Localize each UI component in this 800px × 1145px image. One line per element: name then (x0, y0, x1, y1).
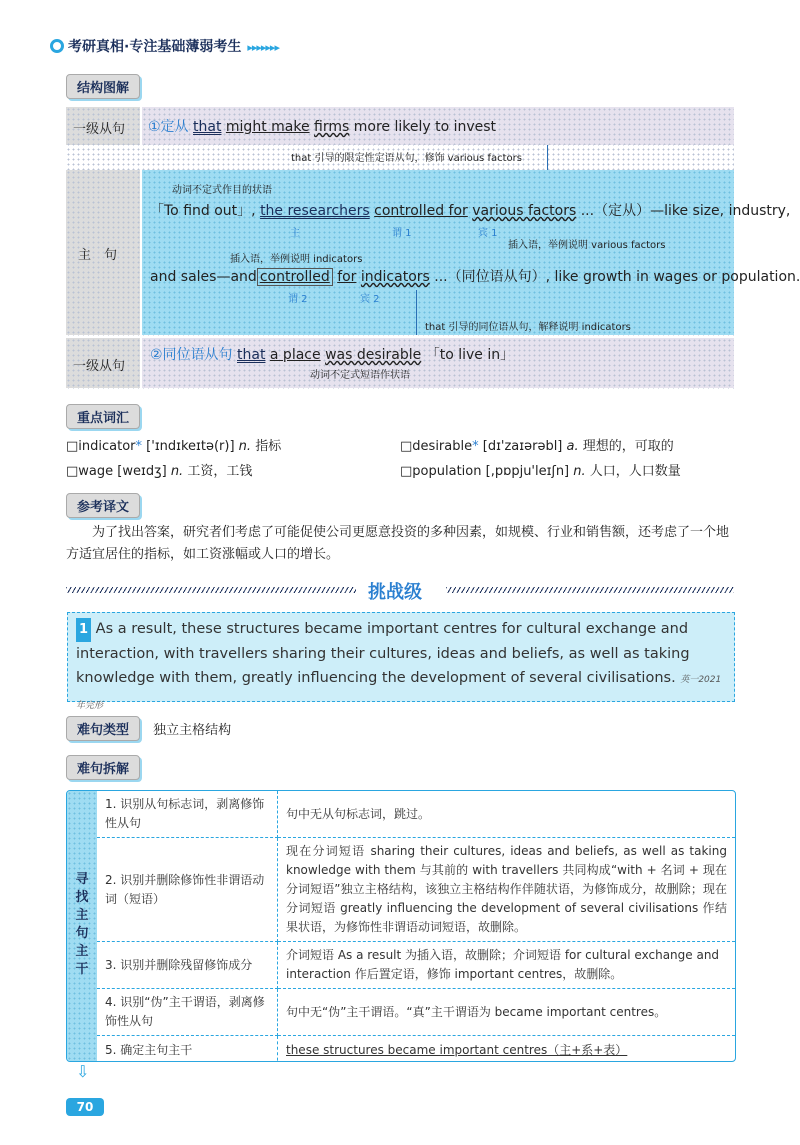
page-number: 70 (66, 1098, 104, 1116)
vocab-heading (66, 404, 140, 429)
arrows-decoration: ▸▸▸▸▸▸▸ (247, 41, 279, 54)
example-source: 英一2021年完形 (76, 675, 722, 711)
the-researchers: the researchers (260, 203, 370, 219)
structure-heading (66, 74, 140, 99)
vocab-word: desirable (412, 439, 473, 454)
step-row-2 (97, 838, 735, 942)
translation-heading (66, 493, 140, 518)
step-detail: 现在分词短语 sharing their cultures, ideas and beliefs, as well as taking knowledge with them 与其前的 with travellers 共同构成“with + 名词 + 现在分词短语”独立主格结构，该独立主格结构作伴随状语，为修饰成分，故删除；现在分词短语 greatly influencing the development of several civilisations 作结果状语，为修饰性非谓语动词短语，故删除。 (278, 838, 736, 942)
example-text: As a result, these structures became important centres for cultural exchange and interaction, with travellers sharing their cultures, ideas and beliefs, as well as taking knowledge with them, greatly influencing the development of several civilisations. (76, 621, 690, 686)
vocab-meaning: 工资，工钱 (187, 464, 253, 479)
row1-might: might make (225, 119, 310, 135)
line2-rest: ...（同位语从句）, like growth in wages or population. (434, 269, 800, 285)
analysis-tag: 难句拆解 (66, 755, 140, 780)
structure-tag: 结构图解 (66, 74, 140, 99)
title-hatch-left (66, 587, 356, 593)
example-number: 1 (76, 618, 91, 642)
gram-predicate-2: 谓 2 (288, 294, 308, 305)
vocab-meaning: 理想的，可取的 (582, 439, 674, 454)
main-line2 (150, 266, 800, 286)
line2-pre: and sales—and (150, 269, 257, 285)
various-factors: various factors (472, 203, 577, 219)
row3-place: a place (269, 347, 321, 363)
vocab-meaning: 指标 (255, 439, 282, 454)
vocab-pos: n. (170, 464, 184, 479)
row1-label: 一级从句 (73, 122, 126, 137)
for-word: for (337, 269, 357, 285)
vocab-pos: a. (566, 439, 579, 454)
to-find-out: To find out (164, 203, 238, 219)
note-insertion-indicators: 插入语，举例说明 indicators (230, 254, 363, 265)
note-insertion-factors: 插入语，举例说明 various factors (508, 240, 666, 251)
vocab-meaning: 人口，人口数量 (589, 464, 681, 479)
vocab-word: population (412, 464, 482, 479)
row1-firms: firms (314, 119, 350, 135)
vocab-item-wage: □wage [weɪdʒ] n. 工资，工钱 (66, 464, 253, 479)
analysis-table (66, 790, 736, 1062)
translation-text: 为了找出答案，研究者们考虑了可能促使公司更愿意投资的多种因素，如规模、行业和销售额，还考虑了一个地方适宜居住的指标，如工资涨幅或人口的增长。 (66, 525, 730, 562)
row1-tag: ①定从 (148, 119, 189, 135)
vocab-tag: 重点词汇 (66, 404, 140, 429)
step-row-3 (97, 942, 735, 989)
gram-predicate-1: 谓 1 (392, 228, 412, 239)
note-infinitive-purpose: 动词不定式作目的状语 (172, 185, 272, 196)
to-live-in: to live in (439, 347, 501, 363)
gram-object-2: 宾 2 (360, 294, 380, 305)
translation-tag: 参考译文 (66, 493, 140, 518)
controlled-for: controlled for (374, 203, 468, 219)
row3-tag: ②同位语从句 (150, 347, 233, 363)
row3-sentence (150, 344, 514, 364)
vocab-item-indicator: □indicator* ['ɪndɪkeɪtə(r)] n. 指标 (66, 439, 282, 454)
vocab-pron: [weɪdʒ] (117, 464, 167, 479)
vocab-star: * (135, 439, 143, 454)
step-row-5 (97, 1036, 735, 1063)
arrow-down-line (416, 290, 417, 335)
gram-object-1: 宾 1 (478, 228, 498, 239)
main-label: 主 句 (78, 248, 118, 263)
note-that-relative: that 引导的限定性定语从句，修饰 various factors (291, 153, 522, 164)
row3-label: 一级从句 (73, 359, 126, 374)
brand-text: 考研真相·专注基础薄弱考生 (68, 39, 242, 55)
vocab-item-desirable: □desirable* [dɪ'zaɪərəbl] a. 理想的，可取的 (400, 439, 674, 454)
step-detail: these structures became important centres（主+系+表） (286, 1043, 628, 1058)
example-sentence-box (67, 612, 735, 711)
step-label: 3. 识别并删除残留修饰成分 (97, 942, 278, 989)
step-label: 4. 识别“伪”主干谓语，剥离修饰性从句 (97, 989, 278, 1036)
step-row-1 (97, 791, 735, 838)
vocab-pos: n. (573, 464, 586, 479)
vocab-word: wage (78, 464, 114, 479)
bracket-open: 「 (150, 203, 164, 219)
vocab-pron: [dɪ'zaɪərəbl] (482, 439, 563, 454)
difficulty-value: 独立主格结构 (153, 723, 232, 738)
analysis-heading (66, 755, 140, 780)
note-that-appositive: that 引导的同位语从句，解释说明 indicators (425, 322, 631, 333)
step-detail: 介词短语 As a result 为插入语，故删除；介词短语 for cultural exchange and interaction 作后置定语，修饰 important centres，故删除。 (278, 942, 736, 989)
vocab-pron: ['ɪndɪkeɪtə(r)] (146, 439, 235, 454)
main-line1 (150, 200, 790, 220)
down-arrow-icon: ⇩ (76, 1062, 90, 1081)
note-infinitive-adverbial: 动词不定式短语作状语 (310, 370, 410, 381)
step-label: 5. 确定主句主干 (97, 1036, 278, 1063)
vocab-pos: n. (238, 439, 252, 454)
vocab-star: * (472, 439, 479, 454)
step-detail: 句中无从句标志词，跳过。 (278, 791, 736, 838)
header-brand (50, 36, 279, 56)
step-row-4 (97, 989, 735, 1036)
bracket-close: 」, (237, 203, 256, 219)
row3-was: was desirable (325, 347, 422, 363)
vocab-pron: [,pɒpju'leɪʃn] (485, 464, 570, 479)
step-label: 1. 识别从句标志词，剥离修饰性从句 (97, 791, 278, 838)
gram-subject: 主 (290, 228, 300, 239)
steps-side-label: 寻找主句主干 (75, 872, 89, 977)
vocab-word: indicator (78, 439, 136, 454)
step-label: 2. 识别并删除修饰性非谓语动词（短语） (97, 838, 278, 942)
controlled-box: controlled (257, 268, 333, 286)
logo-q-icon (50, 39, 64, 53)
indicators-word: indicators (360, 269, 430, 285)
step-detail: 句中无“伪”主干谓语。“真”主干谓语为 became important centres。 (278, 989, 736, 1036)
title-hatch-right (446, 587, 734, 593)
line1-rest: ...（定从）—like size, industry, (580, 203, 791, 219)
bracket-close-2: 」 (500, 347, 515, 363)
vocab-item-population: □population [,pɒpju'leɪʃn] n. 人口，人口数量 (400, 464, 681, 479)
difficulty-heading (66, 716, 231, 741)
row3-that: that (237, 347, 266, 363)
steps-table (97, 791, 735, 1062)
bracket-open-2: 「 (425, 347, 440, 363)
difficulty-tag: 难句类型 (66, 716, 140, 741)
row1-rest: more likely to invest (353, 119, 497, 135)
row1-sentence (148, 116, 496, 136)
row1-that: that (193, 119, 222, 135)
challenge-title: 挑战级 (368, 582, 422, 603)
